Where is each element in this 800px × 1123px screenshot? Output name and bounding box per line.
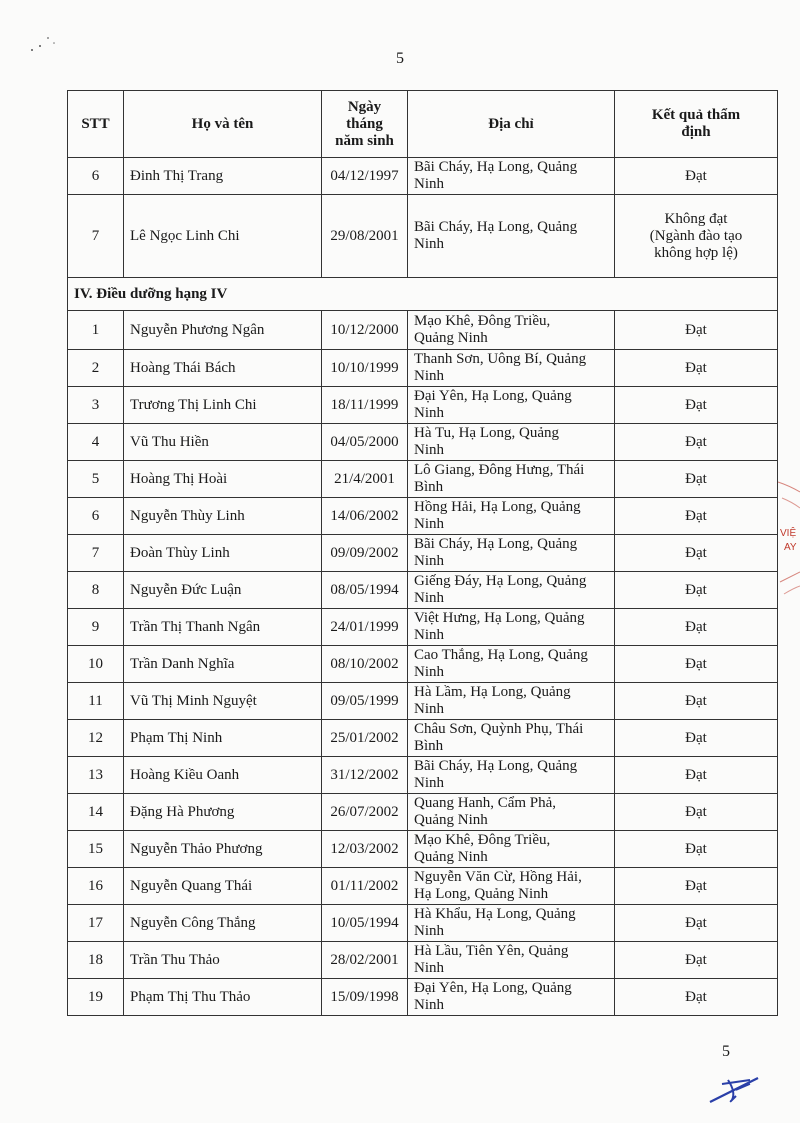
header-result-line1: Kết quả thẩm — [651, 107, 741, 123]
cell-result — [615, 868, 778, 905]
page-number-bottom: 5 — [722, 1043, 730, 1060]
cell-name-line: Trần Thu Thảo — [130, 951, 220, 968]
cell-result — [615, 424, 778, 461]
cell-dob-line: 08/10/2002 — [330, 655, 399, 672]
cell-name-line: Đoàn Thùy Linh — [130, 544, 230, 561]
cell-result-line: Đạt — [685, 655, 707, 672]
cell-address-line: Ninh — [414, 701, 444, 717]
cell-name — [124, 311, 322, 350]
cell-address — [408, 461, 615, 498]
cell-address — [408, 350, 615, 387]
cell-dob-line: 25/01/2002 — [330, 729, 399, 746]
cell-name — [124, 868, 322, 905]
cell-address — [408, 498, 615, 535]
cell-stt-line: 9 — [91, 618, 100, 635]
cell-stt — [68, 720, 124, 757]
cell-name-line: Nguyễn Phương Ngân — [130, 321, 265, 338]
header-stt: STT — [68, 91, 124, 158]
table-row — [68, 311, 778, 350]
cell-name-line: Trần Thị Thanh Ngân — [130, 618, 261, 635]
cell-name — [124, 905, 322, 942]
cell-stt — [68, 979, 124, 1016]
cell-name — [124, 942, 322, 979]
cell-result — [615, 979, 778, 1016]
cell-result — [615, 942, 778, 979]
cell-result — [615, 609, 778, 646]
cell-dob-line: 21/4/2001 — [334, 470, 395, 487]
cell-result — [615, 794, 778, 831]
stamp-text-fragment-2: AY — [784, 542, 797, 553]
table-row — [68, 683, 778, 720]
header-result — [615, 91, 778, 158]
cell-name — [124, 195, 322, 278]
cell-result — [615, 646, 778, 683]
cell-address-line: Bình — [414, 479, 444, 495]
cell-dob — [322, 794, 408, 831]
cell-address-line: Giếng Đáy, Hạ Long, Quảng — [414, 573, 587, 589]
cell-address-line: Nguyễn Văn Cừ, Hồng Hải, — [414, 869, 582, 885]
cell-dob — [322, 424, 408, 461]
table-row — [68, 350, 778, 387]
cell-dob-line: 26/07/2002 — [330, 803, 399, 820]
cell-dob — [322, 195, 408, 278]
table-row — [68, 387, 778, 424]
cell-result — [615, 535, 778, 572]
cell-dob-line: 04/12/1997 — [330, 167, 399, 184]
header-dob-line3: năm sinh — [335, 132, 394, 149]
cell-result — [615, 311, 778, 350]
cell-address-line: Bãi Cháy, Hạ Long, Quảng — [414, 159, 578, 175]
cell-address-line: Bình — [414, 738, 444, 754]
cell-dob-line: 29/08/2001 — [330, 227, 399, 244]
cell-stt-line: 6 — [91, 507, 100, 524]
cell-result — [615, 831, 778, 868]
cell-stt — [68, 868, 124, 905]
cell-result-line: Đạt — [685, 581, 707, 598]
cell-address — [408, 535, 615, 572]
cell-stt-line: 5 — [91, 470, 100, 487]
cell-stt-line: 4 — [91, 433, 100, 450]
cell-address-line: Ninh — [414, 553, 444, 569]
cell-stt-line: 11 — [88, 692, 103, 709]
cell-address — [408, 609, 615, 646]
cell-dob — [322, 942, 408, 979]
cell-result-line: Đạt — [685, 692, 707, 709]
cell-dob-line: 08/05/1994 — [330, 581, 399, 598]
cell-result — [615, 158, 778, 195]
cell-name — [124, 683, 322, 720]
cell-name-line: Đặng Hà Phương — [130, 803, 235, 820]
cell-address-line: Việt Hưng, Hạ Long, Quảng — [414, 610, 585, 626]
cell-stt — [68, 498, 124, 535]
cell-stt — [68, 195, 124, 278]
cell-address-line: Châu Sơn, Quỳnh Phụ, Thái — [414, 721, 584, 737]
cell-dob-line: 12/03/2002 — [330, 840, 399, 857]
cell-address-line: Ninh — [414, 664, 444, 680]
cell-result — [615, 461, 778, 498]
header-name: Họ và tên — [124, 91, 322, 158]
cell-stt-line: 6 — [91, 167, 100, 184]
cell-name — [124, 535, 322, 572]
cell-address-line: Đại Yên, Hạ Long, Quảng — [414, 980, 572, 996]
cell-name-line: Nguyễn Đức Luận — [130, 581, 242, 598]
cell-name — [124, 350, 322, 387]
cell-result — [615, 195, 778, 278]
table-row — [68, 498, 778, 535]
cell-address-line: Hà Khẩu, Hạ Long, Quảng — [414, 906, 576, 922]
cell-result-line: Đạt — [685, 766, 707, 783]
cell-stt-line: 8 — [91, 581, 100, 598]
cell-dob-line: 18/11/1999 — [330, 396, 399, 413]
cell-result-line: Đạt — [685, 877, 707, 894]
cell-name — [124, 831, 322, 868]
cell-address-line: Quảng Ninh — [414, 849, 488, 865]
cell-result-line: Đạt — [685, 470, 707, 487]
cell-dob-line: 09/09/2002 — [330, 544, 399, 561]
cell-stt-line: 17 — [88, 914, 103, 931]
cell-result-line: không hợp lệ) — [654, 244, 738, 261]
table-row — [68, 942, 778, 979]
cell-name — [124, 158, 322, 195]
cell-stt-line: 15 — [88, 840, 103, 857]
cell-address — [408, 868, 615, 905]
page-number-top: 5 — [396, 50, 404, 67]
cell-result-line: (Ngành đào tạo — [649, 227, 743, 244]
header-result-line2: định — [681, 124, 711, 140]
cell-result-line: Đạt — [685, 618, 707, 635]
cell-name-line: Nguyễn Quang Thái — [130, 877, 253, 894]
cell-dob — [322, 311, 408, 350]
cell-address-line: Quang Hanh, Cẩm Phả, — [414, 795, 557, 811]
cell-result-line: Đạt — [685, 321, 707, 338]
cell-stt — [68, 609, 124, 646]
cell-dob — [322, 572, 408, 609]
cell-address-line: Mạo Khê, Đông Triều, — [414, 313, 551, 329]
cell-address-line: Lô Giang, Đông Hưng, Thái — [414, 462, 585, 478]
section-header-row — [68, 278, 778, 311]
cell-name — [124, 720, 322, 757]
cell-stt — [68, 646, 124, 683]
cell-result — [615, 720, 778, 757]
cell-name-line: Đinh Thị Trang — [130, 167, 224, 184]
cell-name-line: Hoàng Thái Bách — [130, 359, 236, 376]
cell-name-line: Phạm Thị Ninh — [130, 729, 223, 746]
cell-address — [408, 646, 615, 683]
cell-name — [124, 646, 322, 683]
cell-address-line: Quảng Ninh — [414, 330, 488, 346]
table-row — [68, 572, 778, 609]
section-title: IV. Điều dưỡng hạng IV — [68, 278, 778, 311]
cell-address — [408, 683, 615, 720]
cell-stt-line: 12 — [88, 729, 103, 746]
cell-stt — [68, 311, 124, 350]
cell-stt — [68, 683, 124, 720]
cell-name-line: Nguyễn Thùy Linh — [130, 507, 245, 524]
cell-address-line: Ninh — [414, 923, 444, 939]
cell-address-line: Hạ Long, Quảng Ninh — [414, 886, 549, 902]
cell-stt-line: 19 — [88, 988, 103, 1005]
cell-stt-line: 16 — [88, 877, 103, 894]
cell-result-line: Đạt — [685, 729, 707, 746]
cell-name — [124, 387, 322, 424]
cell-address — [408, 387, 615, 424]
cell-address — [408, 158, 615, 195]
cell-address — [408, 195, 615, 278]
cell-stt — [68, 350, 124, 387]
cell-result — [615, 387, 778, 424]
cell-stt — [68, 535, 124, 572]
table-header-row — [68, 91, 778, 158]
cell-result — [615, 757, 778, 794]
cell-result-line: Đạt — [685, 914, 707, 931]
cell-name-line: Hoàng Kiều Oanh — [130, 766, 240, 783]
cell-address-line: Ninh — [414, 516, 444, 532]
cell-address — [408, 831, 615, 868]
cell-result-line: Đạt — [685, 803, 707, 820]
cell-result-line: Đạt — [685, 544, 707, 561]
cell-dob — [322, 831, 408, 868]
cell-result — [615, 350, 778, 387]
table-row — [68, 461, 778, 498]
table-row — [68, 831, 778, 868]
cell-dob-line: 14/06/2002 — [330, 507, 399, 524]
stamp-text-fragment-1: VIỆ — [780, 528, 797, 539]
cell-stt — [68, 942, 124, 979]
cell-dob-line: 01/11/2002 — [330, 877, 399, 894]
cell-address-line: Bãi Cháy, Hạ Long, Quảng — [414, 536, 578, 552]
cell-name — [124, 498, 322, 535]
cell-stt-line: 13 — [88, 766, 103, 783]
cell-address-line: Ninh — [414, 236, 444, 252]
cell-dob — [322, 158, 408, 195]
cell-dob — [322, 498, 408, 535]
cell-address-line: Ninh — [414, 405, 444, 421]
cell-address — [408, 905, 615, 942]
cell-stt — [68, 757, 124, 794]
table-row — [68, 195, 778, 278]
cell-stt-line: 2 — [91, 359, 100, 376]
table-row — [68, 424, 778, 461]
cell-name — [124, 979, 322, 1016]
cell-stt — [68, 461, 124, 498]
cell-result-line: Đạt — [685, 840, 707, 857]
cell-address — [408, 757, 615, 794]
cell-dob-line: 15/09/1998 — [330, 988, 399, 1005]
cell-name — [124, 609, 322, 646]
cell-stt — [68, 424, 124, 461]
cell-name-line: Phạm Thị Thu Thảo — [130, 988, 251, 1005]
cell-address — [408, 942, 615, 979]
cell-name-line: Nguyễn Thảo Phương — [130, 840, 263, 857]
cell-name — [124, 757, 322, 794]
cell-name — [124, 461, 322, 498]
cell-dob — [322, 868, 408, 905]
cell-address — [408, 572, 615, 609]
cell-address-line: Ninh — [414, 368, 444, 384]
table-row — [68, 609, 778, 646]
cell-dob-line: 10/05/1994 — [330, 914, 399, 931]
cell-result-line: Không đạt — [664, 210, 728, 227]
table-row — [68, 794, 778, 831]
cell-dob — [322, 683, 408, 720]
cell-address — [408, 794, 615, 831]
cell-stt-line: 3 — [91, 396, 100, 413]
cell-result — [615, 683, 778, 720]
cell-dob — [322, 757, 408, 794]
cell-dob — [322, 535, 408, 572]
cell-address-line: Ninh — [414, 176, 444, 192]
cell-stt — [68, 158, 124, 195]
cell-address-line: Bãi Cháy, Hạ Long, Quảng — [414, 219, 578, 235]
header-dob — [322, 91, 408, 158]
cell-stt-line: 14 — [88, 803, 103, 820]
candidate-table — [67, 90, 778, 1016]
cell-result-line: Đạt — [685, 951, 707, 968]
cell-address-line: Cao Thắng, Hạ Long, Quảng — [414, 647, 588, 663]
cell-stt — [68, 905, 124, 942]
cell-address-line: Ninh — [414, 590, 444, 606]
cell-address — [408, 979, 615, 1016]
cell-address-line: Mạo Khê, Đông Triều, — [414, 832, 551, 848]
table-row — [68, 646, 778, 683]
cell-dob — [322, 720, 408, 757]
cell-address-line: Hà Lầm, Hạ Long, Quảng — [414, 684, 571, 700]
cell-address — [408, 424, 615, 461]
cell-dob — [322, 646, 408, 683]
cell-stt — [68, 572, 124, 609]
cell-name-line: Nguyễn Công Thắng — [130, 914, 256, 931]
cell-address-line: Hà Lầu, Tiên Yên, Quảng — [414, 943, 569, 959]
cell-dob-line: 28/02/2001 — [330, 951, 399, 968]
red-stamp-fragment — [776, 478, 800, 598]
cell-name-line: Trương Thị Linh Chi — [130, 396, 257, 413]
cell-result-line: Đạt — [685, 359, 707, 376]
cell-address-line: Hà Tu, Hạ Long, Quảng — [414, 425, 559, 441]
cell-name-line: Trần Danh Nghĩa — [130, 655, 235, 672]
cell-address-line: Hồng Hải, Hạ Long, Quảng — [414, 499, 581, 515]
table-row — [68, 757, 778, 794]
cell-stt-line: 10 — [88, 655, 103, 672]
cell-address-line: Quảng Ninh — [414, 812, 488, 828]
cell-name — [124, 794, 322, 831]
cell-name-line: Vũ Thu Hiền — [130, 433, 209, 450]
cell-address-line: Ninh — [414, 960, 444, 976]
cell-result-line: Đạt — [685, 167, 707, 184]
cell-stt-line: 7 — [91, 544, 100, 561]
table-row — [68, 535, 778, 572]
cell-address-line: Bãi Cháy, Hạ Long, Quảng — [414, 758, 578, 774]
cell-result-line: Đạt — [685, 988, 707, 1005]
cell-result — [615, 572, 778, 609]
cell-address-line: Ninh — [414, 997, 444, 1013]
header-dob-line1: Ngày — [347, 98, 382, 115]
table-row — [68, 868, 778, 905]
cell-stt-line: 1 — [91, 321, 100, 338]
cell-address-line: Đại Yên, Hạ Long, Quảng — [414, 388, 572, 404]
table-row — [68, 979, 778, 1016]
initial-signature — [706, 1072, 766, 1108]
cell-name-line: Vũ Thị Minh Nguyệt — [130, 692, 257, 709]
cell-name-line: Lê Ngọc Linh Chi — [130, 227, 240, 244]
cell-dob — [322, 350, 408, 387]
header-dob-line2: tháng — [346, 115, 383, 132]
cell-address-line: Thanh Sơn, Uông Bí, Quảng — [414, 351, 587, 367]
cell-result-line: Đạt — [685, 433, 707, 450]
cell-result — [615, 905, 778, 942]
cell-dob-line: 10/12/2000 — [330, 321, 399, 338]
cell-stt-line: 7 — [91, 227, 100, 244]
cell-dob — [322, 905, 408, 942]
cell-dob-line: 10/10/1999 — [330, 359, 399, 376]
cell-stt — [68, 794, 124, 831]
cell-dob-line: 04/05/2000 — [330, 433, 399, 450]
table-row — [68, 905, 778, 942]
cell-result-line: Đạt — [685, 507, 707, 524]
cell-name-line: Hoàng Thị Hoài — [130, 470, 228, 487]
cell-dob — [322, 461, 408, 498]
cell-stt — [68, 831, 124, 868]
cell-dob-line: 24/01/1999 — [330, 618, 399, 635]
table-row — [68, 720, 778, 757]
cell-dob — [322, 979, 408, 1016]
cell-name — [124, 424, 322, 461]
cell-address-line: Ninh — [414, 775, 444, 791]
cell-result — [615, 498, 778, 535]
cell-dob-line: 31/12/2002 — [330, 766, 399, 783]
cell-dob-line: 09/05/1999 — [330, 692, 399, 709]
cell-address-line: Ninh — [414, 627, 444, 643]
cell-address — [408, 720, 615, 757]
cell-result-line: Đạt — [685, 396, 707, 413]
header-address: Địa chỉ — [408, 91, 615, 158]
cell-address-line: Ninh — [414, 442, 444, 458]
cell-dob — [322, 387, 408, 424]
cell-dob — [322, 609, 408, 646]
cell-stt — [68, 387, 124, 424]
cell-address — [408, 311, 615, 350]
cell-stt-line: 18 — [88, 951, 103, 968]
cell-name — [124, 572, 322, 609]
table-row — [68, 158, 778, 195]
